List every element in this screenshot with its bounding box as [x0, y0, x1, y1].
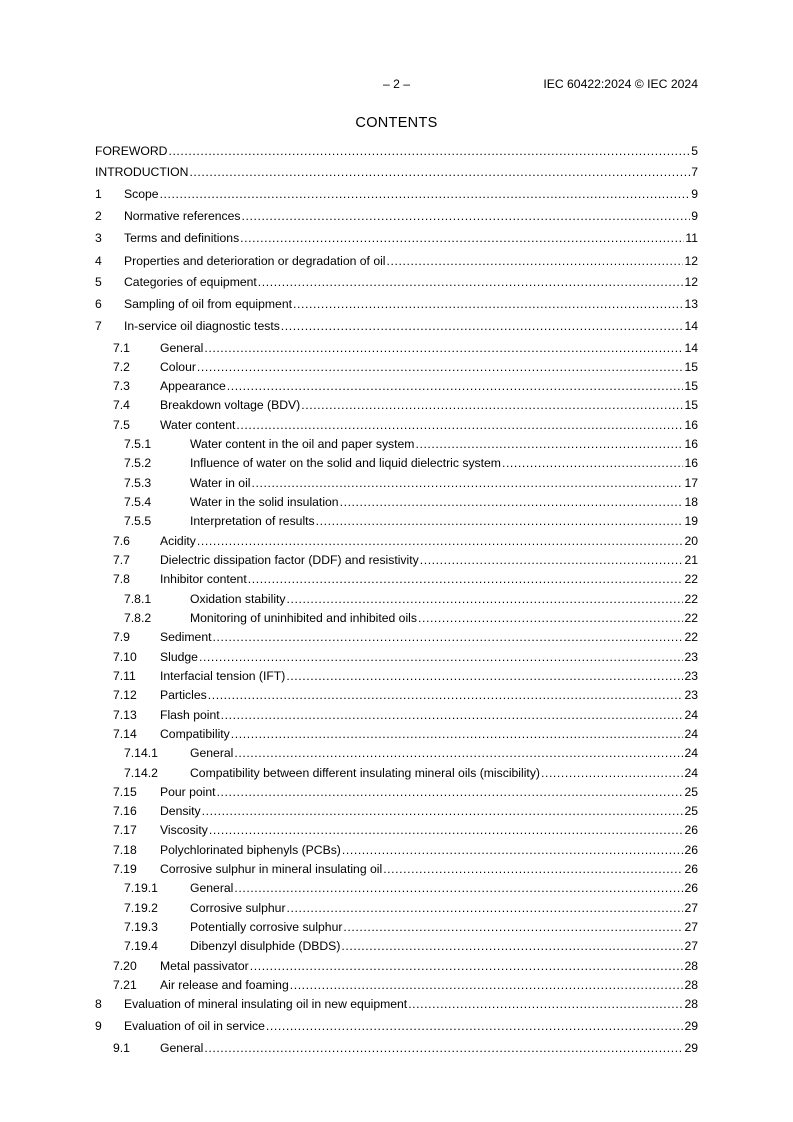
toc-entry-page: 22	[684, 630, 698, 644]
toc-dot-leader	[234, 881, 683, 895]
toc-dot-leader	[502, 456, 683, 470]
toc-dot-leader	[342, 843, 684, 857]
toc-entry[interactable]	[95, 187, 698, 201]
toc-dot-leader	[418, 611, 683, 625]
toc-dot-leader	[287, 592, 684, 606]
toc-entry[interactable]	[95, 495, 698, 509]
toc-entry-page: 26	[684, 823, 698, 837]
toc-dot-leader	[204, 341, 683, 355]
toc-entry-page: 29	[684, 1041, 698, 1055]
toc-entry-number: 7.18	[113, 843, 137, 857]
toc-entry[interactable]	[95, 939, 698, 953]
toc-dot-leader	[281, 319, 684, 333]
toc-entry[interactable]	[95, 437, 698, 451]
toc-dot-leader	[258, 275, 684, 289]
toc-entry-page: 16	[684, 456, 698, 470]
toc-entry-title: Corrosive sulphur	[190, 901, 286, 915]
toc-entry-number: 7.5.1	[124, 437, 152, 451]
toc-entry[interactable]	[95, 476, 698, 490]
toc-entry-page: 25	[684, 785, 698, 799]
toc-entry-number: 1	[95, 187, 102, 201]
toc-entry-page: 24	[684, 766, 698, 780]
toc-entry-number: 7.5.3	[124, 476, 152, 490]
toc-entry-page: 23	[684, 650, 698, 664]
toc-entry[interactable]	[95, 766, 698, 780]
toc-entry-page: 27	[684, 920, 698, 934]
toc-entry-page: 9	[691, 187, 698, 201]
toc-dot-leader	[234, 746, 683, 760]
toc-entry-title: Interfacial tension (IFT)	[160, 669, 286, 683]
toc-dot-leader	[240, 231, 684, 245]
toc-entry[interactable]	[95, 650, 698, 664]
toc-dot-leader	[250, 959, 684, 973]
toc-entry-title: Pour point	[160, 785, 216, 799]
toc-entry-number: 9.1	[113, 1041, 130, 1055]
toc-dot-leader	[252, 476, 684, 490]
toc-entry[interactable]	[95, 785, 698, 799]
standard-reference: IEC 60422:2024 © IEC 2024	[543, 77, 698, 91]
toc-entry-title: Appearance	[160, 379, 226, 393]
toc-entry-page: 22	[684, 611, 698, 625]
toc-entry-title: Water in the solid insulation	[190, 495, 339, 509]
toc-entry-number: 9	[95, 1019, 102, 1033]
toc-entry-number: 2	[95, 209, 102, 223]
toc-entry[interactable]	[95, 379, 698, 393]
toc-entry-number: 7.17	[113, 823, 137, 837]
toc-entry-page: 22	[684, 572, 698, 586]
toc-entry-title: Corrosive sulphur in mineral insulating oil	[160, 862, 383, 876]
toc-entry-title: INTRODUCTION	[95, 165, 189, 179]
toc-entry-number: 7.14.1	[124, 746, 158, 760]
toc-dot-leader	[213, 630, 684, 644]
toc-entry-number: 5	[95, 275, 102, 289]
toc-dot-leader	[236, 418, 683, 432]
toc-entry-number: 7.9	[113, 630, 130, 644]
toc-dot-leader	[209, 823, 684, 837]
toc-entry-page: 27	[684, 901, 698, 915]
toc-entry-title: Particles	[160, 688, 207, 702]
toc-entry[interactable]	[95, 418, 698, 432]
toc-entry-title: Air release and foaming	[160, 978, 289, 992]
toc-entry-title: Dielectric dissipation factor (DDF) and resistivity	[160, 553, 419, 567]
toc-entry-number: 7.5.2	[124, 456, 152, 470]
toc-dot-leader	[197, 534, 684, 548]
toc-dot-leader	[202, 804, 684, 818]
toc-dot-leader	[221, 708, 684, 722]
toc-entry-title: General	[190, 881, 234, 895]
toc-entry-title: Influence of water on the solid and liquid dielectric system	[190, 456, 501, 470]
toc-dot-leader	[217, 785, 684, 799]
toc-entry-number: 7	[95, 319, 102, 333]
toc-entry-number: 7.10	[113, 650, 137, 664]
toc-entry[interactable]	[95, 823, 698, 837]
page-number: – 2 –	[382, 77, 411, 91]
toc-dot-leader	[293, 297, 683, 311]
toc-dot-leader	[415, 437, 683, 451]
toc-entry-title: Evaluation of mineral insulating oil in new equipment	[124, 997, 408, 1011]
toc-dot-leader	[343, 920, 683, 934]
toc-entry-number: 7.19.2	[124, 901, 158, 915]
toc-entry[interactable]	[95, 669, 698, 683]
toc-entry[interactable]	[95, 553, 698, 567]
toc-dot-leader	[168, 144, 690, 158]
toc-entry[interactable]	[95, 144, 698, 158]
toc-entry-number: 7.7	[113, 553, 130, 567]
toc-entry[interactable]	[95, 456, 698, 470]
toc-entry-page: 15	[684, 398, 698, 412]
toc-entry-page: 16	[684, 437, 698, 451]
toc-entry-page: 12	[684, 254, 698, 268]
toc-entry[interactable]	[95, 534, 698, 548]
toc-entry[interactable]	[95, 341, 698, 355]
toc-entry-page: 22	[684, 592, 698, 606]
toc-entry[interactable]	[95, 398, 698, 412]
toc-entry[interactable]	[95, 165, 698, 179]
toc-entry-title: Scope	[124, 187, 159, 201]
toc-entry-page: 16	[684, 418, 698, 432]
toc-entry-title: Breakdown voltage (BDV)	[160, 398, 301, 412]
toc-entry[interactable]	[95, 297, 698, 311]
toc-entry-page: 24	[684, 727, 698, 741]
toc-entry-page: 28	[684, 978, 698, 992]
running-header	[95, 77, 698, 91]
toc-entry-page: 19	[684, 514, 698, 528]
toc-dot-leader	[286, 669, 683, 683]
toc-entry-number: 7.19.4	[124, 939, 158, 953]
toc-entry-page: 13	[684, 297, 698, 311]
toc-entry-page: 7	[691, 165, 698, 179]
toc-entry-title: Flash point	[160, 708, 220, 722]
toc-entry-page: 15	[684, 360, 698, 374]
toc-entry-page: 5	[691, 144, 698, 158]
toc-entry-title: Normative references	[124, 209, 241, 223]
toc-entry[interactable]	[95, 319, 698, 333]
toc-entry-number: 7.14.2	[124, 766, 158, 780]
toc-entry[interactable]	[95, 688, 698, 702]
toc-entry-page: 29	[684, 1019, 698, 1033]
toc-entry-number: 8	[95, 997, 102, 1011]
toc-dot-leader	[287, 901, 684, 915]
toc-entry-number: 7.14	[113, 727, 137, 741]
toc-entry-number: 7.3	[113, 379, 130, 393]
toc-dot-leader	[227, 379, 684, 393]
toc-dot-leader	[290, 978, 684, 992]
toc-dot-leader	[340, 495, 684, 509]
toc-entry[interactable]	[95, 611, 698, 625]
toc-entry-page: 17	[684, 476, 698, 490]
toc-dot-leader	[204, 1041, 683, 1055]
toc-entry-page: 28	[684, 959, 698, 973]
toc-dot-leader	[248, 572, 684, 586]
toc-entry-title: Potentially corrosive sulphur	[190, 920, 343, 934]
toc-entry[interactable]	[95, 514, 698, 528]
toc-entry-title: Inhibitor content	[160, 572, 247, 586]
toc-entry-page: 11	[685, 231, 698, 245]
toc-entry-title: FOREWORD	[95, 144, 168, 158]
page-title: CONTENTS	[355, 115, 438, 131]
toc-entry-page: 20	[684, 534, 698, 548]
toc-entry-page: 24	[684, 746, 698, 760]
toc-entry[interactable]	[95, 843, 698, 857]
toc-entry-page: 25	[684, 804, 698, 818]
toc-entry-number: 7.16	[113, 804, 137, 818]
toc-entry-number: 7.5.5	[124, 514, 152, 528]
toc-dot-leader	[197, 360, 684, 374]
toc-entry-number: 7.5	[113, 418, 130, 432]
toc-entry-page: 26	[684, 862, 698, 876]
toc-entry[interactable]	[95, 746, 698, 760]
toc-entry-number: 7.8.1	[124, 592, 152, 606]
toc-entry-title: General	[190, 746, 234, 760]
toc-dot-leader	[408, 997, 683, 1011]
toc-dot-leader	[160, 187, 691, 201]
toc-entry[interactable]	[95, 997, 698, 1011]
toc-entry[interactable]	[95, 708, 698, 722]
toc-entry[interactable]	[95, 920, 698, 934]
toc-entry[interactable]	[95, 572, 698, 586]
toc-dot-leader	[199, 650, 683, 664]
toc-entry[interactable]	[95, 862, 698, 876]
toc-entry-title: Metal passivator	[160, 959, 249, 973]
toc-entry-number: 6	[95, 297, 102, 311]
toc-entry-page: 28	[684, 997, 698, 1011]
toc-entry-number: 7.20	[113, 959, 137, 973]
toc-entry-title: Properties and deterioration or degradation of oil	[124, 254, 386, 268]
toc-entry-number: 7.13	[113, 708, 137, 722]
toc-entry-title: Polychlorinated biphenyls (PCBs)	[160, 843, 341, 857]
toc-dot-leader	[541, 766, 683, 780]
toc-entry-number: 7.8.2	[124, 611, 152, 625]
toc-entry-number: 7.21	[113, 978, 137, 992]
toc-entry-title: Evaluation of oil in service	[124, 1019, 265, 1033]
toc-entry-title: Monitoring of uninhibited and inhibited oils	[190, 611, 417, 625]
toc-dot-leader	[208, 688, 684, 702]
toc-entry-title: Categories of equipment	[124, 275, 257, 289]
toc-entry-number: 7.15	[113, 785, 137, 799]
toc-entry-number: 7.19.1	[124, 881, 158, 895]
toc-entry[interactable]	[95, 592, 698, 606]
toc-dot-leader	[316, 514, 684, 528]
toc-entry-title: General	[160, 341, 204, 355]
toc-entry-number: 7.5.4	[124, 495, 152, 509]
toc-entry-title: Compatibility	[160, 727, 230, 741]
toc-entry-number: 7.6	[113, 534, 130, 548]
toc-entry[interactable]	[95, 959, 698, 973]
toc-entry-number: 3	[95, 231, 102, 245]
toc-entry-title: General	[160, 1041, 204, 1055]
toc-entry[interactable]	[95, 254, 698, 268]
toc-entry[interactable]	[95, 231, 698, 245]
toc-entry-page: 12	[684, 275, 698, 289]
toc-entry-number: 7.12	[113, 688, 137, 702]
toc-entry-number: 7.19.3	[124, 920, 158, 934]
toc-entry-page: 26	[684, 843, 698, 857]
toc-entry-page: 27	[684, 939, 698, 953]
toc-entry-title: Interpretation of results	[190, 514, 315, 528]
toc-entry-page: 23	[684, 688, 698, 702]
toc-entry-number: 4	[95, 254, 102, 268]
toc-entry-title: Water in oil	[190, 476, 251, 490]
toc-entry[interactable]	[95, 360, 698, 374]
toc-entry-number: 7.19	[113, 862, 137, 876]
toc-entry-title: Sludge	[160, 650, 198, 664]
toc-dot-leader	[387, 254, 684, 268]
toc-entry-title: Sampling of oil from equipment	[124, 297, 293, 311]
toc-entry-title: Water content in the oil and paper system	[190, 437, 415, 451]
toc-dot-leader	[420, 553, 684, 567]
toc-entry-title: Oxidation stability	[190, 592, 286, 606]
toc-entry[interactable]	[95, 804, 698, 818]
toc-entry-number: 7.2	[113, 360, 130, 374]
toc-entry[interactable]	[95, 630, 698, 644]
toc-entry-page: 9	[691, 209, 698, 223]
toc-entry-page: 14	[684, 341, 698, 355]
toc-entry-page: 24	[684, 708, 698, 722]
toc-entry[interactable]	[95, 1019, 698, 1033]
toc-entry[interactable]	[95, 727, 698, 741]
toc-entry[interactable]	[95, 1041, 698, 1055]
toc-entry-title: Acidity	[160, 534, 196, 548]
toc-entry[interactable]	[95, 275, 698, 289]
toc-entry-title: Dibenzyl disulphide (DBDS)	[190, 939, 341, 953]
toc-entry[interactable]	[95, 881, 698, 895]
toc-dot-leader	[189, 165, 690, 179]
toc-entry-title: Water content	[160, 418, 236, 432]
toc-entry-page: 14	[684, 319, 698, 333]
toc-entry-page: 21	[684, 553, 698, 567]
toc-dot-leader	[231, 727, 684, 741]
toc-dot-leader	[341, 939, 683, 953]
toc-entry-number: 7.1	[113, 341, 130, 355]
toc-dot-leader	[383, 862, 683, 876]
toc-entry-page: 18	[684, 495, 698, 509]
toc-entry-page: 26	[684, 881, 698, 895]
toc-entry[interactable]	[95, 209, 698, 223]
toc-dot-leader	[242, 209, 691, 223]
toc-entry[interactable]	[95, 901, 698, 915]
toc-entry-title: Viscosity	[160, 823, 208, 837]
toc-dot-leader	[266, 1019, 684, 1033]
toc-entry-number: 7.11	[113, 669, 136, 683]
toc-entry[interactable]	[95, 978, 698, 992]
toc-entry-page: 15	[684, 379, 698, 393]
toc-dot-leader	[301, 398, 683, 412]
toc-entry-page: 23	[684, 669, 698, 683]
toc-entry-number: 7.4	[113, 398, 130, 412]
toc-entry-title: In-service oil diagnostic tests	[124, 319, 280, 333]
toc-entry-title: Colour	[160, 360, 196, 374]
toc-entry-title: Compatibility between different insulating mineral oils (miscibility)	[190, 766, 540, 780]
toc-entry-title: Sediment	[160, 630, 212, 644]
toc-entry-title: Density	[160, 804, 201, 818]
toc-entry-number: 7.8	[113, 572, 130, 586]
toc-entry-title: Terms and definitions	[124, 231, 240, 245]
